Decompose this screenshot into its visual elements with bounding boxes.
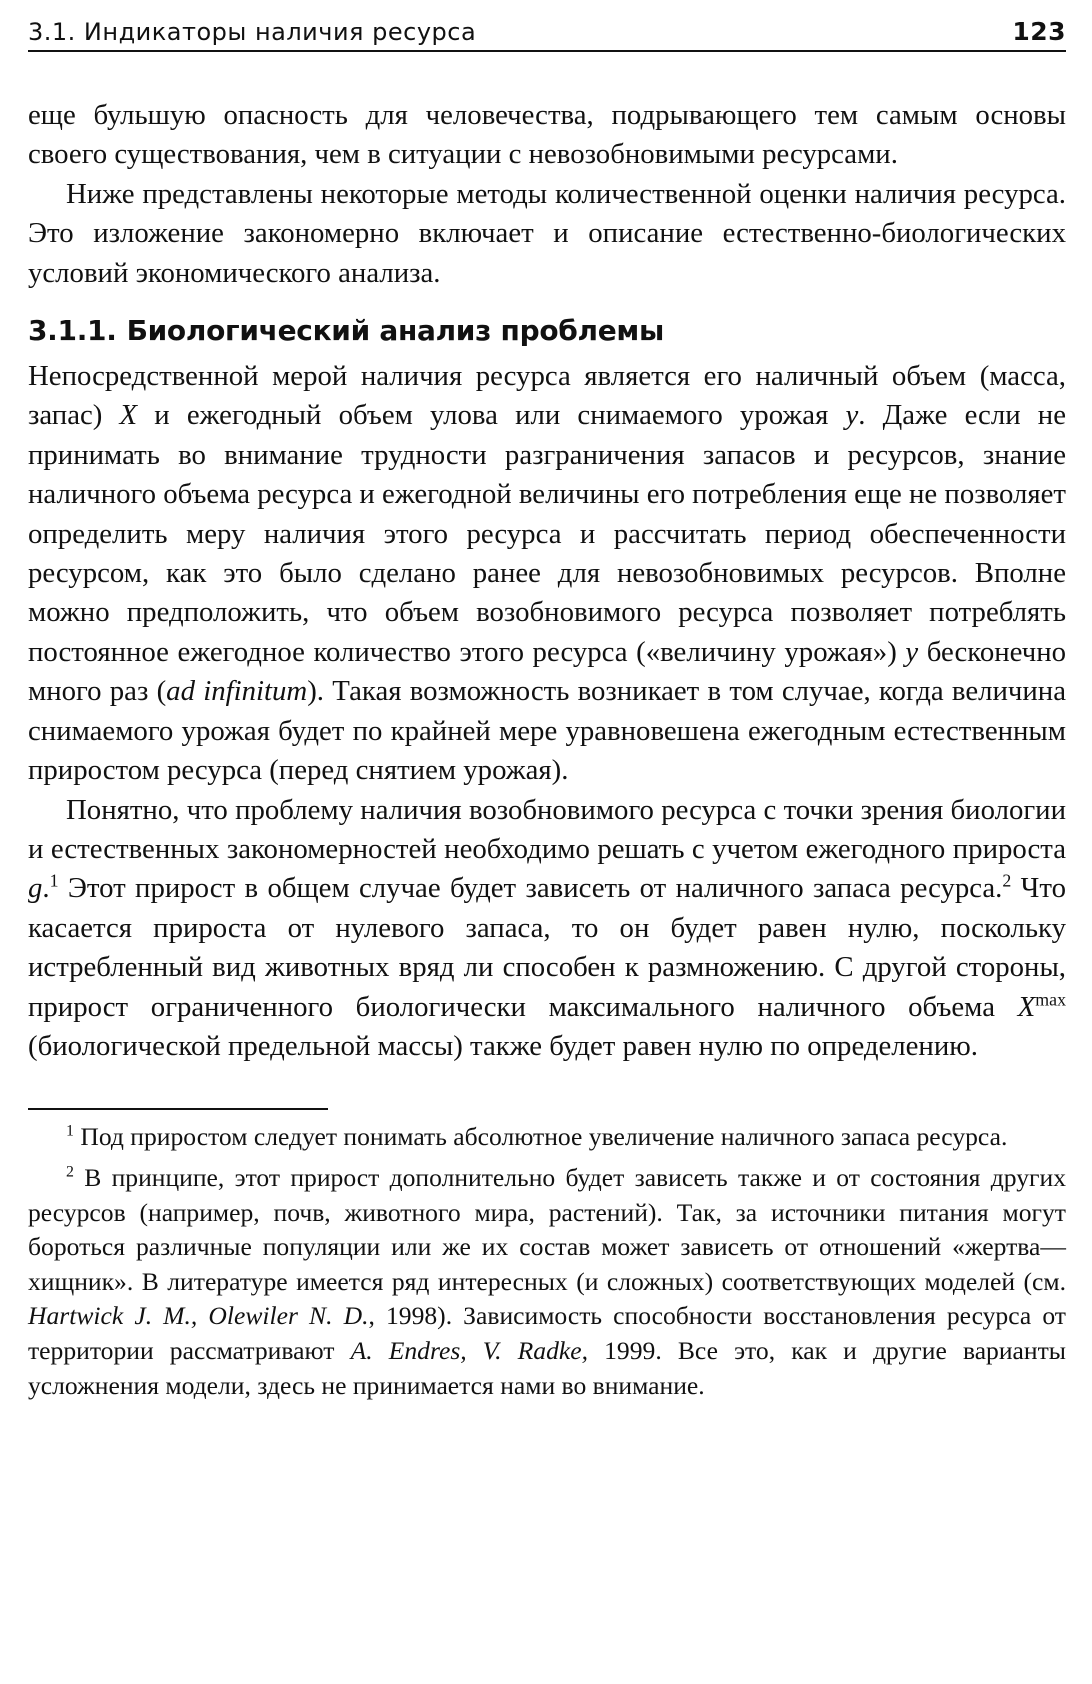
footnote-ref-1[interactable]: 1 [49, 870, 59, 891]
latin-phrase: ad infinitum [166, 675, 308, 708]
paragraph-annual-growth [28, 791, 1066, 1067]
footnote-divider [28, 1108, 328, 1110]
variable-x: X [119, 399, 138, 432]
footnote-mark: 1 [66, 1122, 74, 1140]
footnote-1 [28, 1120, 1066, 1155]
footnotes [28, 1120, 1066, 1403]
text-run: ). Такая возможность возникает в том случае, когда величина снимаемого урожая будет по крайней мере уравновешена ежегодным естественным приростом ресурса (перед снятием урожая). [28, 675, 1066, 787]
book-page [28, 18, 1066, 1409]
variable-x-max: X [1017, 990, 1036, 1023]
section-title: Биологический анализ проблемы [126, 314, 665, 348]
variable-y: y [845, 399, 859, 432]
text-run: . Даже если не принимать во внимание трудности разграничения запасов и ресурсов, знание наличного объема ресурса и ежегодной величины его потребления еще не позволяет определить меру наличия этого ресурса и рассчитать период обеспеченности ресурсом, как это было сделано ранее для невозобновимых ресурсов. Вполне можно предположить, что объем возобновимого ресурса позволяет потреблять постоянное ежегодное количество этого ресурса («величину урожая») [28, 399, 1066, 668]
text-run: Понятно, что проблему наличия возобновимого ресурса с точки зрения биологии и естественных закономерностей необходимо решать с учетом ежегодного прироста [28, 793, 1066, 865]
paragraph-continued: еще бульшую опасность для человечества, подрывающего тем самым основы своего существования, чем в ситуации с невозобновимыми ресурсами. [28, 99, 1066, 171]
variable-y: y [905, 635, 919, 668]
footnote-ref-2[interactable]: 2 [1002, 870, 1012, 891]
footnote-text: В принципе, этот прирост дополнительно будет зависеть также и от состояния других ресурсов (например, почв, животного мира, растений). Так, за источники питания могут бороться различные популяции или же их состав может зависеть от отношений «жертва—хищник». В литературе имеется ряд интересных (и сложных) соответствующих моделей (см. [28, 1162, 1066, 1296]
text-run: и ежегодный объем улова или снимаемого урожая [137, 399, 846, 432]
section-number: 3.1.1. [28, 314, 117, 348]
section-heading [28, 313, 1066, 349]
text-run: . [42, 872, 50, 905]
footnote-text: , 1998). Зависимость способности восстановления ресурса от территории рассматривают [28, 1301, 1066, 1365]
page-number: 123 [1012, 17, 1066, 46]
footnote-mark: 2 [66, 1163, 74, 1181]
text-run: (биологической предельной массы) также будет равен нулю по определению. [28, 1029, 978, 1062]
main-text [28, 96, 1066, 1066]
text-run: Этот прирост в общем случае будет зависеть от наличного запаса ресурса. [58, 872, 1003, 905]
footnote-2 [28, 1161, 1066, 1403]
running-header [28, 18, 1066, 52]
footnote-text: 1999. Все это, как и другие варианты усложнения модели, здесь не принимается нами во внимание. [28, 1335, 1066, 1400]
text-run: Непосредственной мерой наличия ресурса является его наличный объем (масса, запас) [28, 360, 1066, 432]
paragraph-direct-measure [28, 357, 1066, 790]
footnote-text: Под приростом следует понимать абсолютное увеличение наличного запаса ресурса. [73, 1122, 1008, 1152]
running-title: 3.1. Индикаторы наличия ресурса [28, 18, 477, 46]
variable-g: g [28, 872, 43, 905]
text-run: Что касается прироста от нулевого запаса, то он будет равен нулю, поскольку истребленный вид животных вряд ли способен к размножению. С другой стороны, прирост ограниченного биологически максимального наличного объема [28, 872, 1066, 1023]
paragraph-methods-intro: Ниже представлены некоторые методы количественной оценки наличия ресурса. Это изложение закономерно включает и описание естественно-биологических условий экономического анализа. [28, 177, 1066, 289]
superscript-max: max [1035, 988, 1066, 1009]
citation: Hartwick J. M., Olewiler N. D. [28, 1301, 369, 1331]
citation: A. Endres, V. Radke, [350, 1335, 589, 1365]
text-run: бесконечно много раз ( [28, 635, 1066, 708]
